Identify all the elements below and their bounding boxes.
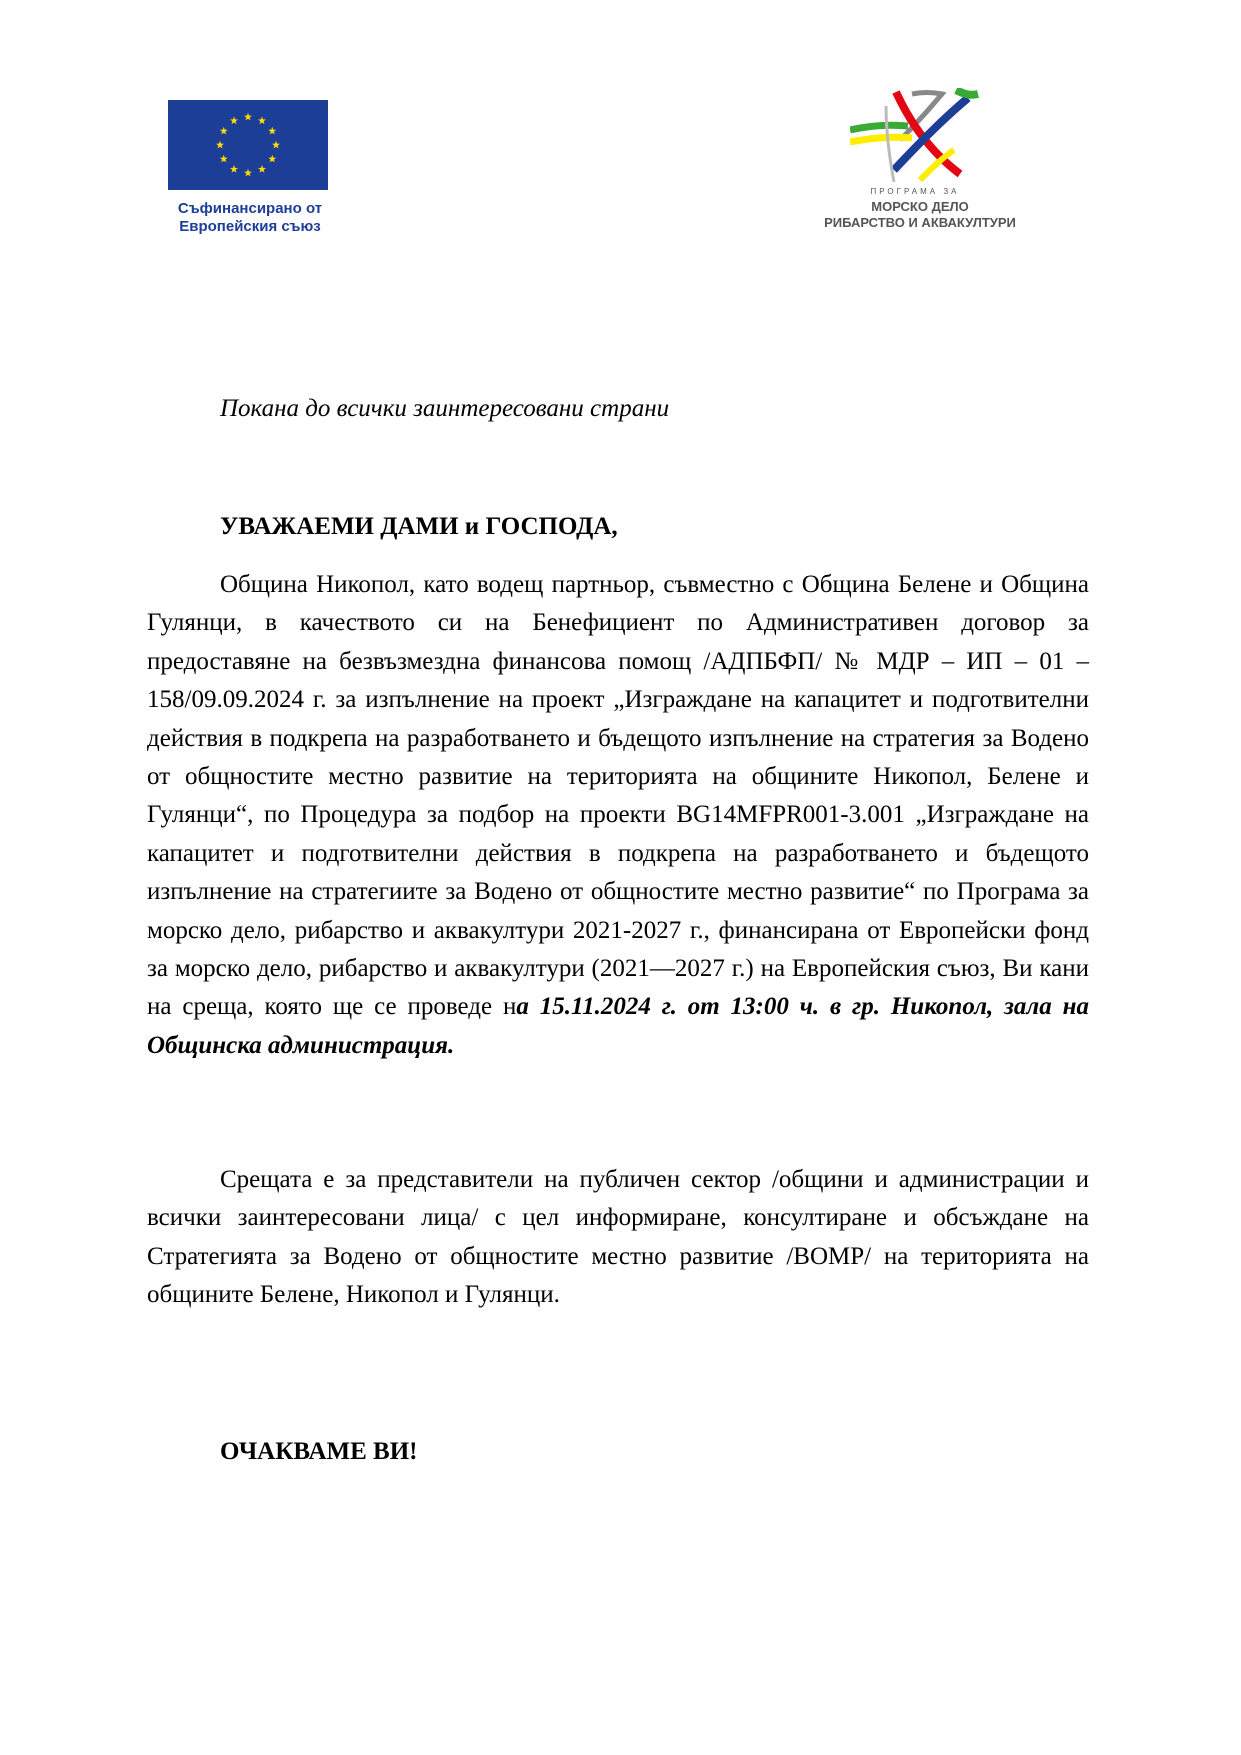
- invite-title: Покана до всички заинтересовани страни: [220, 395, 670, 422]
- eu-caption-line2: Европейския съюз: [179, 218, 321, 235]
- eu-star-icon: [268, 155, 276, 163]
- eu-star-icon: [258, 165, 266, 173]
- salutation: УВАЖАЕМИ ДАМИ и ГОСПОДА,: [220, 513, 618, 540]
- eu-flag: [168, 100, 328, 190]
- closing: ОЧАКВАМЕ ВИ!: [220, 1438, 418, 1465]
- eu-caption-line1: Съфинансирано от: [177, 200, 323, 217]
- eu-star-icon: [244, 113, 252, 121]
- eu-star-icon: [230, 117, 238, 125]
- eu-star-icon: [244, 169, 252, 177]
- paragraph-2: Срещата е за представители на публичен сектор /общини и администрации и всички заинтересовани лица/ с цел информиране, консултиране и обсъждане на Стратегията за Водено от общностите местно развитие /ВОМР/ на територията на общините Белене, Никопол и Гулянци.: [147, 1166, 1089, 1309]
- eu-star-icon: [220, 155, 228, 163]
- eu-star-icon: [268, 127, 276, 135]
- meeting-details: а 15.11.2024 г. от 13:00 ч. в гр. Никопол, зала на Общинска администрация.: [147, 993, 1089, 1059]
- program-line2: РИБАРСТВО И АКВАКУЛТУРИ: [824, 215, 1016, 230]
- paragraph-1-text: Община Никопол, като водещ партньор, съвместно с Община Белене и Община Гулянци, в качеството си на Бенефициент по Административен договор за предоставяне на безвъзмездна финансова помощ /АДПБФП/ № МДР – ИП – 01 – 158/09.09.2024 г. за изпълнение на проект „Изграждане на капацитет и подготвителни действия в подкрепа на разработването и бъдещото изпълнение на стратегия за Водено от общностите местно развитие на територията на общините Никопол, Белене и Гулянци“, по Процедура за подбор на проекти BG14MFPR001-3.001 „Изграждане на капацитет и подготвителни действия в подкрепа на разработването и бъдещото изпълнение на стратегиите за Водено от общностите местно развитие“ по Програма за морско дело, рибарство и аквакултури 2021-2027 г., финансирана от Европейски фонд за морско дело, рибарство и аквакултури (2021—2027 г.) на Европейския съюз, Ви кани на среща, която ще се проведе н: [147, 571, 1089, 1021]
- eu-stars-icon: [168, 100, 328, 190]
- eu-star-icon: [216, 141, 224, 149]
- eu-caption: [150, 200, 350, 236]
- program-mark-icon: [850, 88, 980, 188]
- eu-star-icon: [258, 117, 266, 125]
- program-logo: [800, 88, 1040, 248]
- eu-star-icon: [220, 127, 228, 135]
- eu-star-icon: [230, 165, 238, 173]
- eu-star-icon: [272, 141, 280, 149]
- paragraph-1: [147, 566, 1089, 1065]
- program-small-text: ПРОГРАМА ЗА: [870, 187, 960, 196]
- program-line1: МОРСКО ДЕЛО: [871, 199, 969, 214]
